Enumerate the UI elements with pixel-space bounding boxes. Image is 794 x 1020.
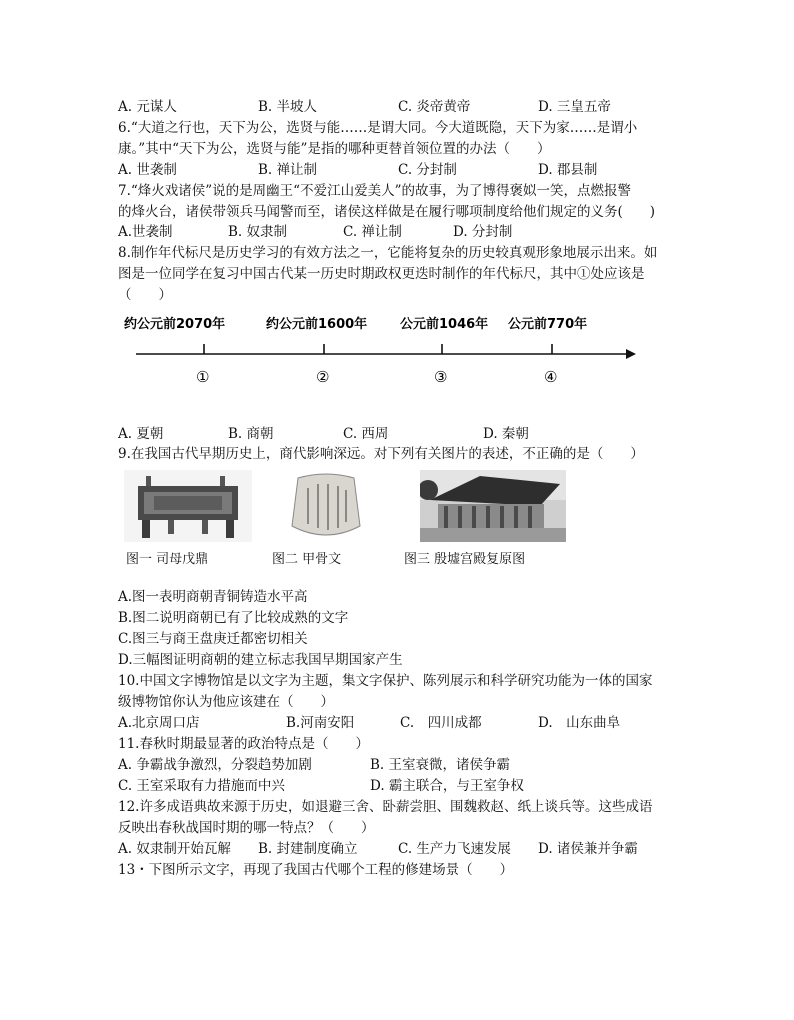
q9-option-c[interactable]: C.图三与商王盘庚迁都密切相关	[118, 631, 308, 647]
q11-option-a[interactable]: A. 争霸战争激烈，分裂趋势加剧	[118, 757, 312, 773]
q10-stem-line1: 10.中国文字博物馆是以文字为主题，集文字保护、陈列展示和科学研究功能为一体的国家	[118, 673, 653, 689]
q10-stem-line2: 级博物馆你认为他应该建在（ ）	[118, 694, 334, 710]
q7-stem-line1: 7.“烽火戏诸侯”说的是周幽王“不爱江山爱美人”的故事，为了博得褒姒一笑，点燃报警	[118, 183, 631, 199]
yinxu-palace-image	[420, 470, 566, 542]
q12-options	[118, 839, 678, 859]
figure-2-caption: 图二 甲骨文	[272, 552, 342, 567]
q7-stem-line2: 的烽火台，诸侯带领兵马闻警而至，诸侯这样做是在履行哪项制度给他们规定的义务( )	[118, 204, 656, 220]
q8-option-b[interactable]: B. 商朝	[228, 426, 274, 442]
q8-option-a[interactable]: A. 夏朝	[118, 426, 164, 442]
timeline-label-4: 公元前770年	[508, 317, 588, 332]
q6-options	[118, 160, 678, 180]
q11-option-c[interactable]: C. 王室采取有力措施而中兴	[118, 778, 285, 794]
timeline-label-3: 公元前1046年	[400, 317, 489, 332]
q10-option-b[interactable]: B.河南安阳	[286, 715, 355, 731]
q8-timeline	[118, 308, 638, 388]
q8-stem-line2: 图是一位同学在复习中国古代某一历史时期政权更迭时制作的年代标尺，其中①处应该是	[118, 266, 645, 282]
q7-option-d[interactable]: D. 分封制	[453, 224, 513, 240]
q11-option-b[interactable]: B. 王室衰微，诸侯争霸	[370, 757, 511, 773]
q13-stem: 13・下图所示文字，再现了我国古代哪个工程的修建场景（ ）	[118, 862, 514, 878]
q7-options	[118, 222, 678, 242]
q11-stem: 11.春秋时期最显著的政治特点是（ ）	[118, 736, 369, 752]
q6-stem-line2: 康。”其中“天下为公，选贤与能”是指的哪种更替首领位置的办法（ ）	[118, 141, 551, 157]
figure-3-caption: 图三 殷墟宫殿复原图	[404, 552, 526, 567]
q8-stem-line1: 8.制作年代标尺是历史学习的有效方法之一，它能将复杂的历史较真观形象地展示出来。如	[118, 245, 658, 261]
q7-option-c[interactable]: C. 禅让制	[343, 224, 402, 240]
q11-option-d[interactable]: D. 霸主联合，与王室争权	[370, 778, 524, 794]
q12-option-a[interactable]: A. 奴隶制开始瓦解	[118, 841, 231, 857]
timeline-mark-1: ①	[196, 368, 210, 386]
q12-stem-line1: 12.许多成语典故来源于历史，如退避三舍、卧薪尝胆、围魏救赵、纸上谈兵等。这些成语	[118, 799, 653, 815]
q10-options	[118, 713, 678, 733]
q12-option-d[interactable]: D. 诸侯兼并争霸	[538, 841, 638, 857]
q5-option-a[interactable]: A. 元谋人	[118, 99, 177, 115]
q5-option-b[interactable]: B. 半坡人	[258, 99, 318, 115]
figure-1-caption: 图一 司母戊鼎	[126, 552, 209, 567]
q5-option-c[interactable]: C. 炎帝黄帝	[398, 99, 471, 115]
q6-option-a[interactable]: A. 世袭制	[118, 162, 177, 178]
timeline-arrow-icon	[626, 349, 636, 359]
q11-options-row2	[118, 776, 678, 796]
timeline-mark-4: ④	[544, 368, 558, 386]
q10-option-a[interactable]: A.北京周口店	[118, 715, 200, 731]
timeline-mark-3: ③	[434, 368, 448, 386]
q6-option-b[interactable]: B. 禅让制	[258, 162, 318, 178]
timeline-label-1: 约公元前2070年	[124, 317, 226, 332]
q12-option-b[interactable]: B. 封建制度确立	[258, 841, 358, 857]
q9-stem: 9.在我国古代早期历史上，商代影响深远。对下列有关图片的表述，不正确的是（ ）	[118, 446, 644, 462]
q9-option-b[interactable]: B.图二说明商朝已有了比较成熟的文字	[118, 610, 349, 626]
q8-options	[118, 424, 678, 444]
q8-option-c[interactable]: C. 西周	[343, 426, 389, 442]
q10-option-c[interactable]: C. 四川成都	[400, 715, 482, 731]
q8-stem-line3: （ ）	[118, 287, 172, 303]
q7-option-a[interactable]: A.世袭制	[118, 224, 173, 240]
oracle-bone-image	[286, 470, 366, 542]
q6-option-d[interactable]: D. 郡县制	[538, 162, 598, 178]
q7-option-b[interactable]: B. 奴隶制	[228, 224, 288, 240]
q6-option-c[interactable]: C. 分封制	[398, 162, 457, 178]
q10-option-d[interactable]: D. 山东曲阜	[538, 715, 621, 731]
simuwu-ding-image	[124, 470, 252, 542]
q5-options	[118, 97, 678, 117]
q5-option-d[interactable]: D. 三皇五帝	[538, 99, 611, 115]
q12-option-c[interactable]: C. 生产力飞速发展	[398, 841, 511, 857]
q9-option-a[interactable]: A.图一表明商朝青铜铸造水平高	[118, 589, 308, 605]
q11-options-row1	[118, 755, 678, 775]
q6-stem-line1: 6.“大道之行也，天下为公，选贤与能……是谓大同。今大道既隐，天下为家……是谓小	[118, 120, 638, 136]
timeline-label-2: 约公元前1600年	[266, 317, 368, 332]
q12-stem-line2: 反映出春秋战国时期的哪一特点？（ ）	[118, 820, 375, 836]
q8-option-d[interactable]: D. 秦朝	[483, 426, 529, 442]
timeline-mark-2: ②	[316, 368, 330, 386]
q9-option-d[interactable]: D.三幅图证明商朝的建立标志我国早期国家产生	[118, 652, 403, 668]
